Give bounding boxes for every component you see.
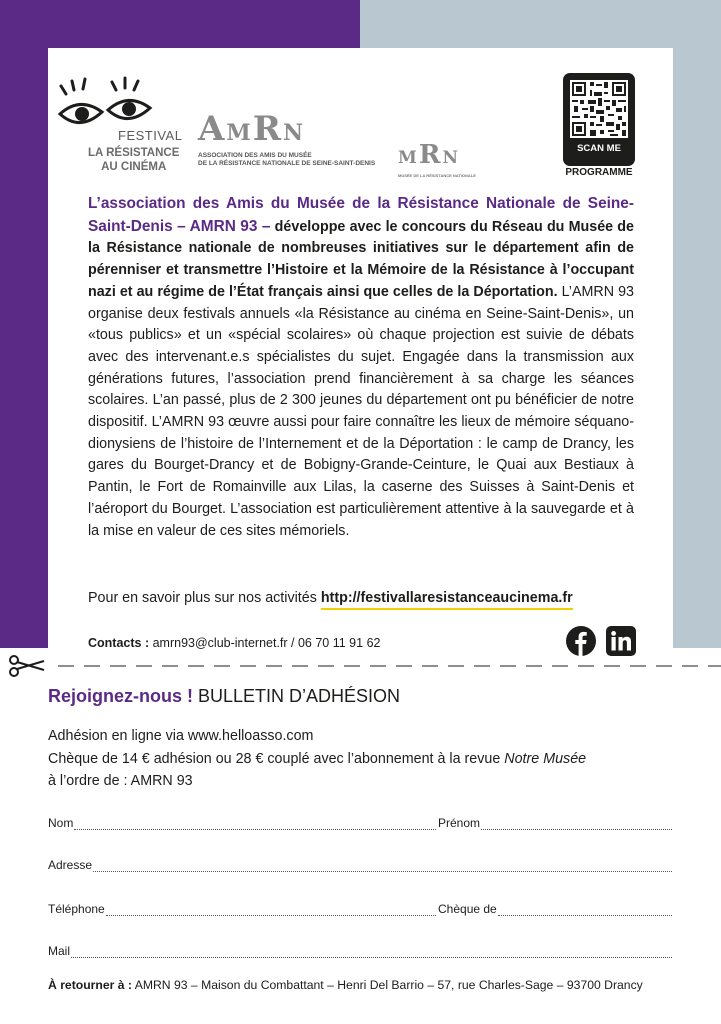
intro-title: L’association des Amis du Musée de la Résistance Nationale de Seine-Saint-Denis – AMRN 93 –: [88, 195, 634, 235]
adresse-field[interactable]: [48, 858, 672, 872]
review-title: Notre Musée: [504, 750, 587, 767]
amrn-letters: AMRN: [198, 109, 306, 149]
mrn-subtitle: MUSÉE DE LA RÉSISTANCE NATIONALE: [398, 173, 476, 178]
nom-field[interactable]: [48, 816, 436, 830]
qr-frame: [563, 73, 635, 166]
association-description: [88, 193, 634, 542]
festival-subtitle: [88, 146, 179, 174]
return-value: AMRN 93 – Maison du Combattant – Henri Del Barrio – 57, rue Charles-Sage – 93700 Drancy: [131, 978, 643, 992]
contacts-line: [88, 636, 380, 650]
membership-cheque: [48, 748, 586, 771]
amrn-subtitle-line2: DE LA RÉSISTANCE NATIONALE DE SEINE-SAINT-DENIS: [198, 160, 376, 167]
prenom-label: Prénom: [438, 816, 481, 830]
festival-subtitle-line2: AU CINÉMA: [101, 161, 167, 173]
join-title-highlight: Rejoignez-nous !: [48, 686, 193, 706]
description-paragraph: L’AMRN 93 organise deux festivals annuels «la Résistance au cinéma en Seine-Saint-Denis», un «tous publics» et un «spécial scolaires» où chaque projection est suivie de débats avec des intervenant.e.s spécialistes du sujet. Engagée dans la transmission aux générations futures, l’association prend financièrement à sa charge les séances scolaires. L’an passé, plus de 2 300 jeunes du département ont pu bénéficier de notre dispositif. L’AMRN 93 œuvre aussi pour faire connaître les lieux de mémoire séquano-dionysiens de l’histoire de l’Internement et de la Déportation : le camp de Drancy, les gares du Bourget-Drancy et de Bobigny-Grande-Ceinture, le Quai aux Bestiaux à Pantin, le Fort de Romainville aux Lilas, la caserne des Suisses à Saint-Denis et l’aéroport du Bourget. L’association est particulièrement attentive à la sauvegarde et à la mise en valeur de ces sites mémoriels.: [88, 283, 634, 539]
website-link[interactable]: http://festivallaresistanceaucinema.fr: [321, 590, 573, 610]
return-address: [48, 978, 643, 992]
telephone-label: Téléphone: [48, 902, 105, 916]
eyes-icon: [58, 76, 158, 136]
membership-order: à l’ordre de : AMRN 93: [48, 773, 193, 789]
qr-code-block[interactable]: [563, 73, 635, 178]
mail-field[interactable]: [48, 944, 672, 958]
amrn-subtitle-line1: ASSOCIATION DES AMIS DU MUSÉE: [198, 152, 312, 159]
more-info-text: Pour en savoir plus sur nos activités: [88, 590, 321, 606]
join-title-rest: BULLETIN D’ADHÉSION: [193, 686, 401, 706]
membership-online: Adhésion en ligne via www.helloasso.com: [48, 728, 314, 744]
join-title: [48, 686, 400, 707]
programme-label: PROGRAMME: [565, 167, 633, 178]
intro-bold: développe avec le concours du Réseau du Musée de la Résistance nationale de nombreuses initiatives sur le département afin de pérenniser et transmettre l’Histoire et la Mémoire de la Résistance à l’occupant nazi et au régime de l’État français ainsi que celles de la Déportation.: [88, 218, 634, 300]
amrn-logo: [198, 109, 378, 182]
qr-code-icon: [570, 80, 628, 138]
telephone-field[interactable]: [48, 902, 436, 916]
adresse-label: Adresse: [48, 858, 93, 872]
festival-word: FESTIVAL: [118, 128, 183, 143]
membership-info: [48, 725, 586, 793]
festival-subtitle-line1: LA RÉSISTANCE: [88, 147, 180, 159]
more-info-line: [88, 588, 573, 608]
scan-me-label: SCAN ME: [577, 143, 621, 154]
scissors-icon: [10, 656, 44, 676]
cut-line: [0, 650, 721, 680]
festival-logo: [58, 76, 188, 176]
nom-label: Nom: [48, 816, 74, 830]
return-label: À retourner à :: [48, 978, 132, 992]
cheque-field[interactable]: [438, 902, 672, 916]
cheque-label: Chèque de: [438, 902, 497, 916]
mrn-letters: MRN: [398, 140, 460, 170]
contacts-value[interactable]: amrn93@club-internet.fr / 06 70 11 91 62: [149, 636, 381, 650]
contacts-label: Contacts :: [88, 636, 150, 650]
membership-cheque-text: Chèque de 14 € adhésion ou 28 € couplé avec l’abonnement à la revue: [48, 750, 505, 767]
mrn-logo: [398, 142, 498, 178]
mail-label: Mail: [48, 944, 71, 958]
prenom-field[interactable]: [438, 816, 672, 830]
amrn-subtitle: [198, 152, 378, 168]
